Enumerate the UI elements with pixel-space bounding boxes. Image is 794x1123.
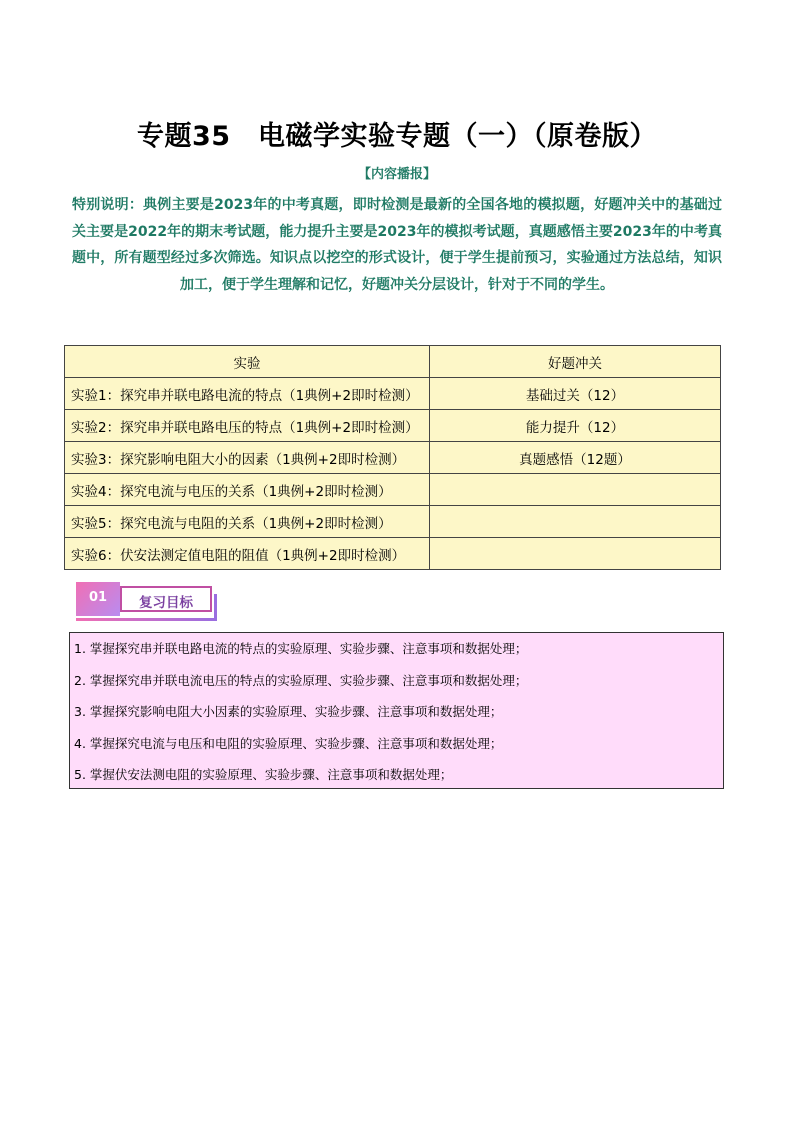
- goal-item: 1. 掌握探究串并联电路电流的特点的实验原理、实验步骤、注意事项和数据处理；: [74, 641, 528, 656]
- table-header: 好题冲关: [430, 346, 721, 378]
- goal-item: 5. 掌握伏安法测电阻的实验原理、实验步骤、注意事项和数据处理；: [74, 767, 453, 782]
- table-cell: 实验5：探究电流与电阻的关系（1典例+2即时检测）: [65, 506, 430, 538]
- table-row: [65, 506, 721, 538]
- table-cell: 实验2：探究串并联电路电压的特点（1典例+2即时检测）: [65, 410, 430, 442]
- table-row: [65, 442, 721, 474]
- section-banner: [72, 580, 222, 624]
- table-row: [65, 378, 721, 410]
- page-title: 专题35 电磁学实验专题（一）（原卷版）: [136, 121, 658, 152]
- goal-item: 2. 掌握探究串并联电流电压的特点的实验原理、实验步骤、注意事项和数据处理；: [74, 672, 528, 688]
- table-cell: 实验3：探究影响电阻大小的因素（1典例+2即时检测）: [65, 442, 430, 474]
- table-row: [65, 410, 721, 442]
- goal-item: 3. 掌握探究影响电阻大小因素的实验原理、实验步骤、注意事项和数据处理；: [74, 704, 503, 719]
- section-label-box: [120, 586, 212, 612]
- table-row: [65, 538, 721, 570]
- table-header: 实验: [65, 346, 430, 378]
- content-heading: 【内容播报】: [357, 167, 436, 182]
- table-cell: 能力提升（12）: [430, 410, 721, 442]
- banner-underline: [76, 618, 216, 621]
- experiment-table: [64, 345, 721, 570]
- section-number: 01: [88, 590, 108, 605]
- table-cell: 实验6：伏安法测定值电阻的阻值（1典例+2即时检测）: [65, 538, 430, 570]
- table-header-row: [65, 346, 721, 378]
- review-goals-box: [69, 632, 724, 789]
- table-cell: 基础过关（12）: [430, 378, 721, 410]
- table-row: [65, 474, 721, 506]
- table-cell: 实验1：探究串并联电路电流的特点（1典例+2即时检测）: [65, 378, 430, 410]
- goal-item: 4. 掌握探究电流与电压和电阻的实验原理、实验步骤、注意事项和数据处理；: [74, 735, 503, 751]
- table-cell: 实验4：探究电流与电压的关系（1典例+2即时检测）: [65, 474, 430, 506]
- banner-side-line: [214, 594, 217, 621]
- table-cell: [430, 474, 721, 506]
- section-label: 复习目标: [139, 595, 193, 611]
- table-cell: [430, 538, 721, 570]
- intro-paragraph: 特别说明：典例主要是2023年的中考真题，即时检测是最新的全国各地的模拟题，好题冲关中的基础过关主要是2022年的期末考试题，能力提升主要是2023年的模拟考试题，真题感悟主要2023年的中考真题中，所有题型经过多次筛选。知识点以挖空的形式设计，便于学生提前预习，实验通过方法总结，知识加工，便于学生理解和记忆，好题冲关分层设计，针对于不同的学生。: [72, 197, 722, 293]
- table-cell: 真题感悟（12题）: [430, 442, 721, 474]
- table-cell: [430, 506, 721, 538]
